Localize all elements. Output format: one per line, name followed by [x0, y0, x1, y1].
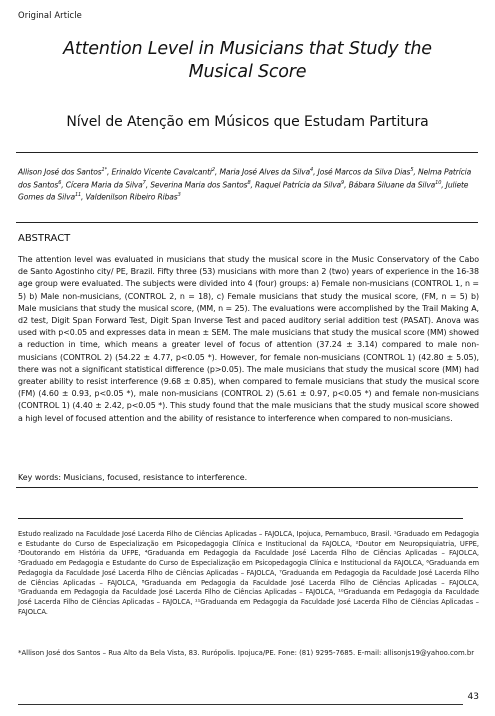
page-bottom-rule — [18, 704, 463, 705]
author-name: Maria José Alves da Silva — [219, 167, 311, 177]
page-number: 43 — [467, 692, 479, 702]
author-affiliation-mark: 5 — [410, 167, 414, 173]
authors-divider — [16, 222, 478, 223]
title-divider — [16, 152, 478, 153]
article-title-english: Attention Level in Musicians that Study the Musical Score — [63, 39, 432, 82]
footnote-divider — [18, 518, 463, 519]
correspondence-name: *Allison José dos Santos — [18, 649, 101, 657]
abstract-body: The attention level was evaluated in musicians that study the musical score in the Music Conservatory of the Cabo de Santo Agostinho city/ PE, Brazil. Fifty three (53) musicians with more than 2 (two) years of experience in the 16-38 age group were evaluated. The subjects were divided into 4 (four) groups: a) Female non-musicians (CONTROL 1, n = 5) b) Male non-musicians, (CONTROL 2, n = 18), c) Female musicians that study the musical score, (FM, n = 5) b) Male musicians that study the musical score, (MM, n = 25). The evaluations were accomplished by the Trail Making A, d2 test, Digit Span Forward Test, Digit Span Inverse Test and paced auditory serial addition test (PASAT). Anova was used with p<0.05 and expresses data in mean ± SEM. The male musicians that study the musical score (MM) showed a reduction in time, which means a greater level of focus of attention (37.24 ± 3.14) compared to male non-musicians (CONTROL 2) (54.22 ± 4.77, p<0.05 *). However, for female non-musicians (CONTROL 1) (42.80 ± 5.05), there was not a significant statistical difference (p>0.05). The male musicians that study the musical score (MM) had greater ability to resist interference (9.68 ± 0.85), when compared to female musicians that study the musical score (FM) (4.60 ± 0.93, p<0.05 *), male non-musicians (CONTROL 2) (5.61 ± 0.97, p<0.05 *) and female non-musicians (CONTROL 1) (4.40 ± 2.42, p<0.05 *). This study found that the male musicians that the study musical score showed a high level of focused attention and the ability of resistance to interference when compared to non-musicians. — [18, 255, 479, 423]
author-name: Bábara Siluane da Silva — [348, 180, 436, 190]
author-affiliation-mark: 2 — [211, 167, 215, 173]
abstract-heading: ABSTRACT — [18, 233, 71, 244]
author-affiliation-mark: 7 — [142, 179, 146, 186]
author-name: José Marcos da Silva Dias — [317, 167, 411, 177]
keywords-line — [18, 473, 247, 482]
affiliations-footnote: Estudo realizado na Faculdade José Lacerda Filho de Ciências Aplicadas – FAJOLCA, Ipojuca, Pernambuco, Brasil. ¹Graduado em Pedagogia e Estudante do Curso de Especialização em Psicopedagogia Clínica e Institucional da FAJOLCA, ²Doutor em Neuropsiquiatria, UFPE, ³Doutorando em História da UFPE, ⁴Graduanda em Pedagogia da Faculdade José Lacerda Filho de Ciências Aplicadas – FAJOLCA, ⁵Graduado em Pedagogia e Estudante do Curso de Especialização em Psicopedagogia Clínica e Institucional da FAJOLCA, ⁶Graduanda em Pedagogia da Faculdade José Lacerda Filho de Ciências Aplicadas – FAJOLCA, ⁷Graduanda em Pedagogia da Faculdade José Lacerda Filho de Ciências Aplicadas – FAJOLCA, ⁸Graduanda em Pedagogia da Faculdade José Lacerda Filho de Ciências Aplicadas – FAJOLCA, ⁹Graduanda em Pedagogia da Faculdade José Lacerda Filho de Ciências Aplicadas – FAJOLCA, ¹⁰Graduanda em Pedagogia da Faculdade José Lacerda Filho de Ciências Aplicadas – FAJOLCA, ¹¹Graduanda em Pedagogia da Faculdade José Lacerda Filho de Ciências Aplicadas – FAJOLCA. — [18, 530, 479, 616]
author-name: Valdenilson Ribeiro Ribas — [85, 193, 178, 202]
author-name: Severina Maria dos Santos — [150, 180, 248, 190]
abstract-divider — [16, 487, 478, 488]
author-name: Juliete Gomes da Silva — [18, 180, 469, 202]
author-name: Cícera Maria da Silva — [65, 180, 143, 190]
author-affiliation-mark: 10 — [435, 179, 442, 186]
author-list: Allison José dos Santos$^{1*}$, Erinaldo Vicente Cavalcanti$^2$, Maria José Alves da Silva$^4$, José Marcos da Silva Dias$^5$, Nelma Patrícia dos Santos$^6$, Cícera Maria da Silva$^7$, Severina Maria dos Santos$^8$, Raquel Patrícia da Silva$^9$, Bábara Siluane da Silva$^{10}$, Juliete Gomes da Silva$^{11}$, Valdenilson Ribeiro Ribas$^3$ — [18, 167, 472, 202]
author-name: Erinaldo Vicente Cavalcanti — [111, 167, 212, 177]
correspondence-note — [18, 648, 479, 658]
keywords-text: Musicians, focused, resistance to interference. — [63, 473, 248, 482]
author-affiliation-mark: 3 — [177, 192, 181, 199]
author-name: Allison José dos Santos — [18, 167, 102, 177]
keywords-label: Key words: — [18, 473, 61, 482]
author-name: Nelma Patrícia dos Santos — [18, 167, 472, 190]
article-type-label: Original Article — [18, 10, 82, 20]
author-affiliation-mark: 1* — [101, 167, 107, 173]
correspondence-details: – Rua Alto da Bela Vista, 83. Rurópolis. Ipojuca/PE. Fone: (81) 9295-7685. E-mail: allisonjs19@yahoo.com.br — [100, 649, 475, 657]
author-affiliation-mark: 8 — [247, 179, 251, 186]
author-affiliation-mark: 4 — [310, 167, 314, 173]
article-title-portuguese: Nível de Atenção em Músicos que Estudam Partitura — [66, 114, 429, 130]
author-affiliation-mark: 6 — [58, 179, 62, 186]
author-affiliation-mark: 11 — [74, 192, 82, 199]
author-affiliation-mark: 9 — [341, 179, 345, 186]
author-name: Raquel Patrícia da Silva — [255, 180, 342, 190]
